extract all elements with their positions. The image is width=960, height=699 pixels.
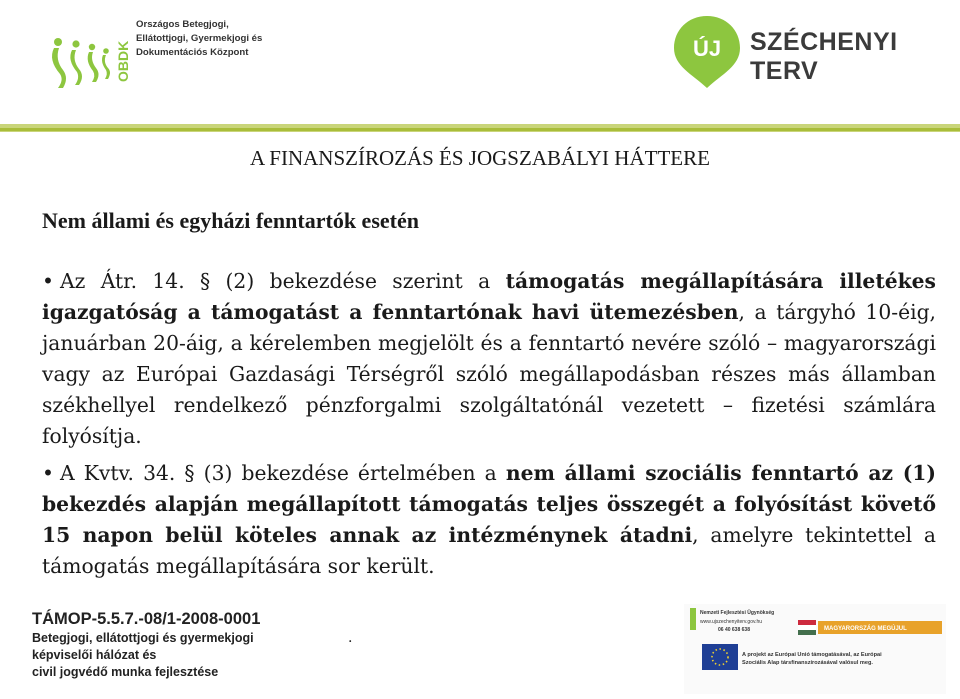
page-title: A FINANSZÍROZÁS ÉS JOGSZABÁLYI HÁTTERE [250,146,710,170]
bullet-icon: • [42,461,54,485]
badge-note: A projekt az Európai Unió támogatásával, az Európai [742,652,882,658]
badge-agency: Nemzeti Fejlesztési Ügynökség [700,610,775,616]
obdk-line: Országos Betegjogi, [136,19,229,30]
project-code: TÁMOP-5.5.7.-08/1-2008-0001 [32,610,261,628]
project-line: Betegjogi, ellátottjogi és gyermekjogi [32,631,254,645]
obdk-name [136,18,262,60]
szechenyi-terv-pin-icon [672,14,742,90]
paragraph-bold-text: támogatás megállapítására illetékes igazgatóság a támogatást a fenntartónak havi ütemezésben [42,269,936,324]
badge-phone: 06 40 638 638 [718,627,750,633]
szechenyi-terv-name: SZÉCHENYI TERV [750,28,898,85]
badge-slogan: MAGYARORSZÁG MEGÚJUL [824,626,907,632]
footer-dot: . [348,630,353,646]
paragraph-text: Az Átr. 14. § (2) bekezdése szerint a [60,269,506,293]
paragraph-2 [42,458,936,582]
szechenyi-mark-text: ÚJ [692,36,722,61]
obdk-line: Ellátottjogi, Gyermekjogi és [136,33,263,44]
project-footer [32,608,260,681]
obdk-line: Dokumentációs Központ [136,47,249,58]
bullet-icon: • [42,269,54,293]
paragraph-text: A Kvtv. 34. § (3) bekezdése értelmében a [60,461,506,485]
obdk-abbr: OBDK [115,40,131,82]
badge-note: Szociális Alap társfinanszírozásával valósul meg. [742,660,873,666]
project-line: civil jogvédő munka fejlesztése [32,665,219,679]
paragraph-text: , a tárgyhó 10-éig, januárban 20-áig, a kérelemben megjelölt és a fenntartó nevére szóló – magyarországi vagy az Európai Gazdasági Térségről szóló megállapodásban részes más államban székhellyel rendelkező pénzforgalmi szolgáltatónál vezetett – fizetési számlára folyósítja. [42,300,937,448]
eu-flag-icon [702,644,738,670]
badge-web: www.ujszechenyiterv.gov.hu [700,619,763,625]
funding-badge [684,604,946,694]
paragraph-text: , amelyre tekintettel a támogatás megállapítására sor került. [42,523,936,578]
hungarian-flag-icon [798,620,816,635]
project-line: képviselői hálózat és [32,648,157,662]
paragraph-1 [42,266,936,452]
header-divider-line [0,128,960,131]
paragraph-bold-text: nem állami szociális fenntartó az (1) bekezdés alapján megállapított támogatás teljes összegét a folyósítást követő 15 napon belül köteles annak az intézménynek átadni [42,461,936,547]
page-subtitle: Nem állami és egyházi fenntartók esetén [42,208,419,233]
